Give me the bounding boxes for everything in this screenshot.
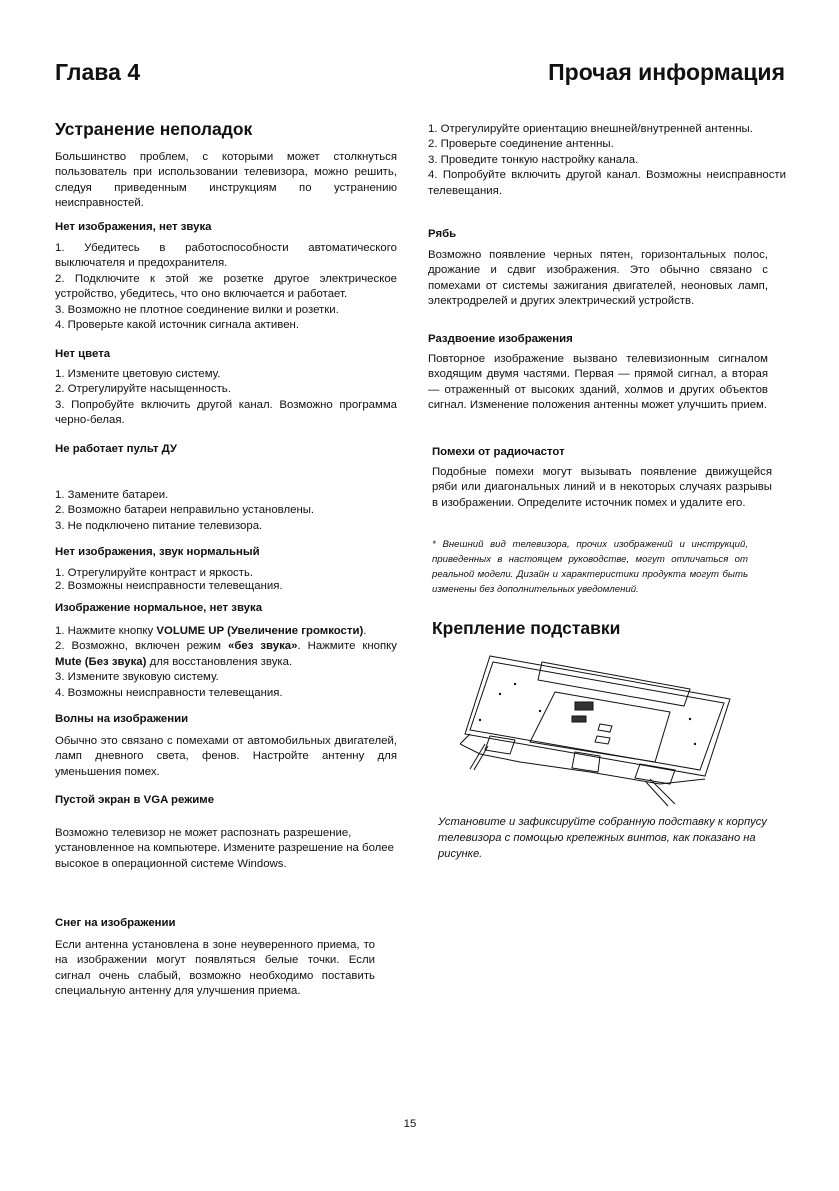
subheading: Помехи от радиочастот: [432, 446, 565, 458]
list: [55, 367, 397, 429]
subheading: Изображение нормальное, нет звука: [55, 602, 263, 614]
chapter-label: Глава 4: [55, 59, 141, 85]
section-title: Крепление подставки: [432, 618, 621, 638]
footnote: * Внешний вид телевизора, прочих изображений и инструкций, приведенных в настоящем руководстве, могут отличаться от реальной модели. Дизайн и характеристики продукта могут быть изменены без дополнительных уведомлений.: [432, 539, 748, 595]
paragraph: Если антенна установлена в зоне неуверенного приема, то на изображении могут появляться белые точки. Если сигнал очень слабый, возможно необходимо поставить специальную антенну для улучшения приема.: [55, 939, 375, 998]
list: [428, 122, 786, 199]
subheading: Нет цвета: [55, 348, 111, 360]
paragraph: Обычно это связано с помехами от автомобильных двигателей, ламп дневного света, фенов. Настройте антенну для уменьшения помех.: [55, 735, 397, 778]
list-item: 2. Возможны неисправности телевещания.: [55, 580, 283, 592]
section-title: Устранение неполадок: [55, 119, 253, 139]
list: [55, 567, 397, 593]
paragraph: Повторное изображение вызвано телевизионным сигналом входящим двумя частями. Первая — прямой сигнал, а вторая — отраженный от высоких зданий, холмов и других объектов сигнал. Изменение положения антенны может улучшить прием.: [428, 353, 768, 412]
list-item: 2. Отрегулируйте насыщенность.: [55, 383, 231, 396]
subheading: Нет изображения, нет звука: [55, 221, 212, 233]
paragraph: Подобные помехи могут вызывать появление движущейся ряби или диагональных линий и в некоторых случаях разрывы в изображении. Определите источник помех и удалите его.: [432, 466, 772, 509]
list-item: 3. Попробуйте включить другой канал. Возможно программа черно-белая.: [55, 398, 397, 427]
list-item: 1. Убедитесь в работоспособности автоматического выключателя и предохранителя.: [55, 242, 397, 270]
subheading: Волны на изображении: [55, 713, 189, 725]
list-item: 1. Отрегулируйте контраст и яркость.: [55, 567, 254, 579]
button-name: VOLUME UP (Увеличение громкости): [156, 625, 364, 637]
tv-stand-illustration: [460, 654, 750, 809]
subheading: Рябь: [428, 228, 457, 240]
page-number: 15: [403, 1118, 417, 1130]
paragraph: Возможно появление черных пятен, горизонтальных полос, дрожание и сдвиг изображения. Это обычно связано с помехами от системы зажигания двигателей, неоновых ламп, электродрелей и других электрический устройств.: [428, 249, 768, 308]
list: [55, 488, 397, 534]
subheading: Не работает пульт ДУ: [55, 443, 177, 455]
list-item: 2. Подключите к этой же розетке другое электрическое устройство, убедитесь, что оно включается и работает.: [55, 272, 397, 301]
text: . Нажмите кнопку: [297, 640, 397, 653]
subheading: Раздвоение изображения: [428, 333, 573, 345]
list-item: 3. Не подключено питание телевизора.: [55, 519, 263, 532]
text: 1. Нажмите кнопку: [55, 625, 157, 637]
list-item: [55, 624, 397, 639]
list-item: 3. Измените звуковую систему.: [55, 671, 219, 684]
list: [55, 624, 397, 701]
text: 2. Возможно, включен режим: [55, 640, 228, 653]
list-item: 4. Проверьте какой источник сигнала активен.: [55, 319, 299, 332]
text: для восстановления звука.: [146, 655, 293, 668]
subheading: Снег на изображении: [55, 917, 176, 929]
paragraph: Возможно телевизор не может распознать разрешение, установленное на компьютере. Измените разрешение на более высокое в операционной системе Windows.: [55, 827, 394, 870]
list-item: 1. Отрегулируйте ориентацию внешней/внутренней антенны.: [428, 123, 753, 135]
chapter-title: Прочая информация: [548, 59, 785, 85]
list-item: 4. Возможны неисправности телевещания.: [55, 686, 283, 699]
illustration-caption: Установите и зафиксируйте собранную подставку к корпусу телевизора с помощью крепежных винтов, как показано на рисунке.: [438, 816, 767, 860]
list-item: 1. Замените батареи.: [55, 489, 169, 501]
intro-text: Большинство проблем, с которыми может столкнуться пользователь при использовании телевизора, можно решить, следуя приведенным инструкциям по устранению неисправностей.: [55, 151, 397, 210]
list-item: 3. Проведите тонкую настройку канала.: [428, 153, 639, 166]
mode-name: «без звука»: [227, 640, 298, 653]
list: [55, 241, 397, 333]
list-item: 3. Возможно не плотное соединение вилки и розетки.: [55, 303, 339, 316]
list-item: 1. Измените цветовую систему.: [55, 368, 221, 380]
list-item: [55, 639, 397, 670]
subheading: Пустой экран в VGA режиме: [55, 794, 215, 806]
text: .: [363, 625, 367, 637]
button-name: Mute (Без звука): [55, 655, 147, 668]
list-item: 2. Проверьте соединение антенны.: [428, 138, 614, 151]
list-item: 2. Возможно батареи неправильно установлены.: [55, 504, 315, 517]
list-item: 4. Попробуйте включить другой канал. Возможны неисправности телевещания.: [428, 169, 786, 197]
subheading: Нет изображения, звук нормальный: [55, 546, 260, 558]
